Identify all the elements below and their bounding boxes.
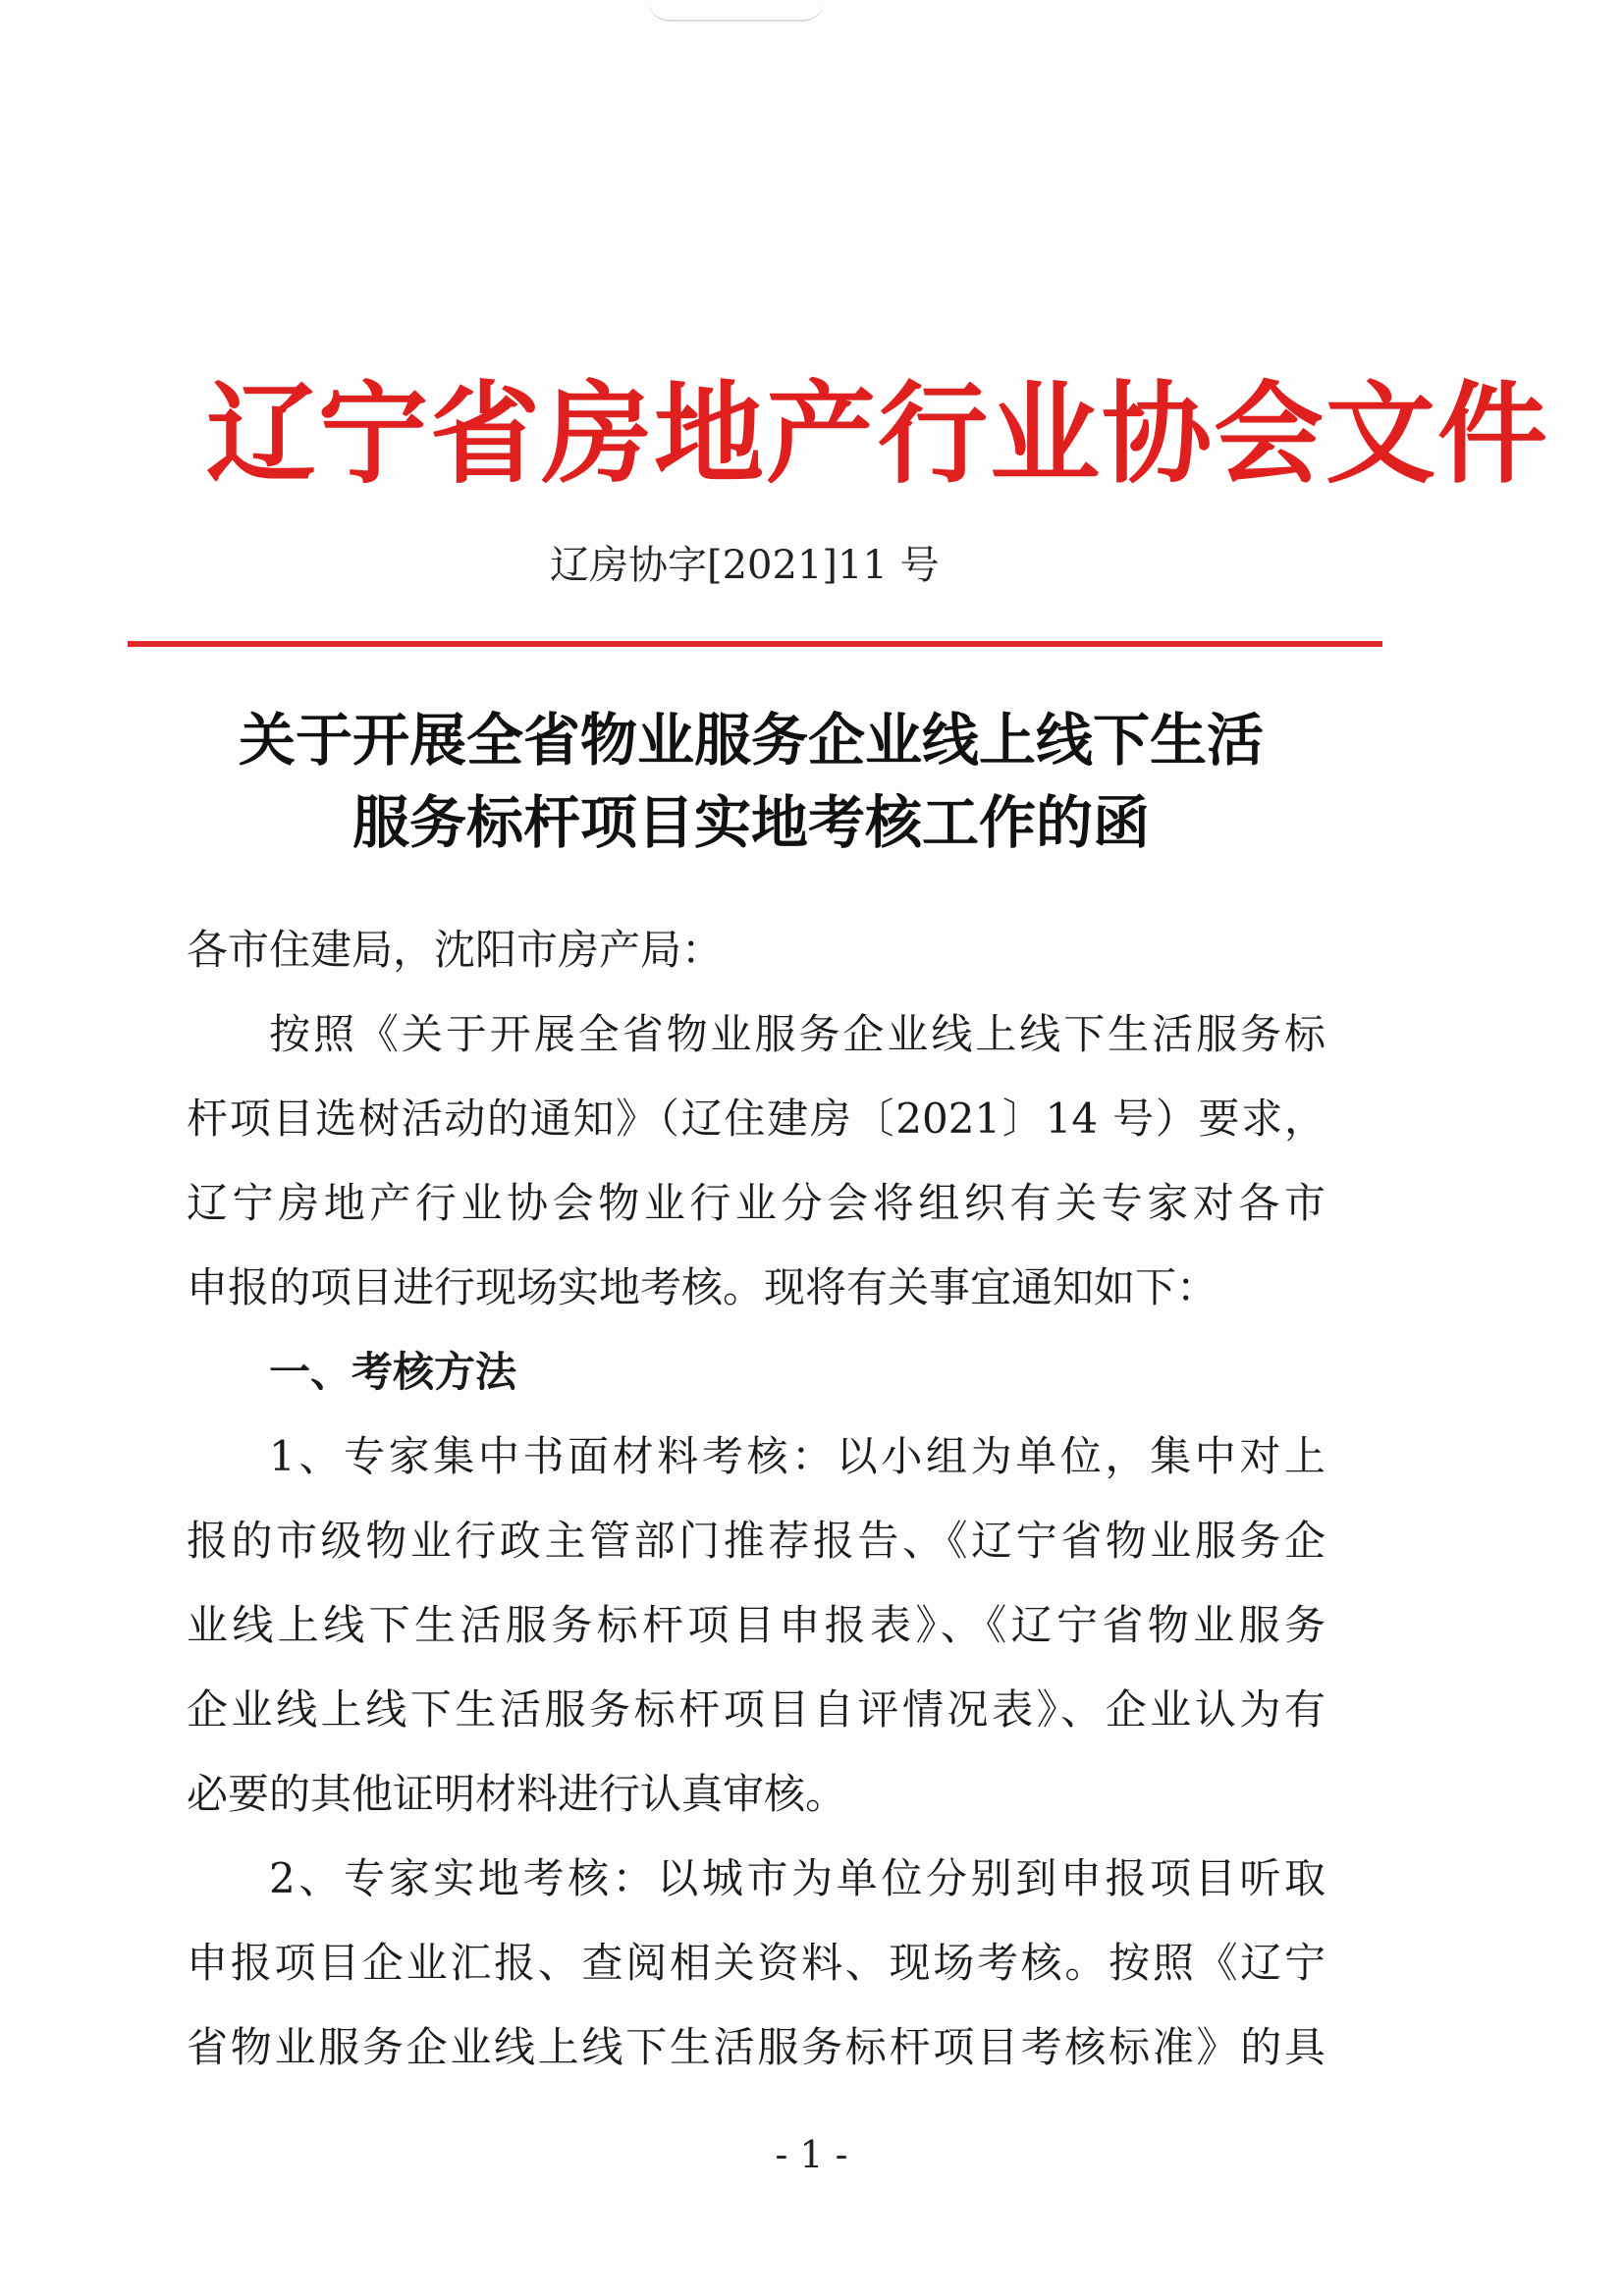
document-body <box>187 908 1325 2090</box>
paragraph-line: 1、专家集中书面材料考核：以小组为单位，集中对上 <box>269 1432 1325 1480</box>
paragraph-line: 申报项目企业汇报、查阅相关资料、现场考核。按照《辽宁 <box>187 1939 1325 1987</box>
paragraph-line: 杆项目选树活动的通知》（辽住建房〔2021〕14 号）要求， <box>187 1095 1325 1143</box>
page-number: - 1 - <box>775 2133 848 2176</box>
paragraph-line: 2、专家实地考核：以城市为单位分别到申报项目听取 <box>269 1854 1325 1902</box>
document-title-line: 服务标杆项目实地考核工作的函 <box>352 789 1150 856</box>
paragraph-line: 按照《关于开展全省物业服务企业线上线下生活服务标 <box>269 1010 1325 1058</box>
section-heading: 一、考核方法 <box>269 1348 517 1396</box>
paragraph-line: 业线上线下生活服务标杆项目申报表》、《辽宁省物业服务 <box>187 1601 1325 1649</box>
paragraph-line: 必要的其他证明材料进行认真审核。 <box>187 1770 847 1818</box>
document-title <box>137 699 1365 864</box>
paragraph-line: 省物业服务企业线上线下生活服务标杆项目考核标准》的具 <box>187 2023 1325 2071</box>
document-title-line: 关于开展全省物业服务企业线上线下生活 <box>238 707 1264 774</box>
red-divider-line <box>128 641 1382 647</box>
issuer-title: 辽宁省房地产行业协会文件 <box>206 370 1549 499</box>
paragraph-line: 申报的项目进行现场实地考核。现将有关事宜通知如下： <box>187 1263 1218 1311</box>
paragraph-line: 报的市级物业行政主管部门推荐报告、《辽宁省物业服务企 <box>187 1517 1325 1565</box>
scan-artifact <box>648 0 825 22</box>
document-number: 辽房协字[2021]11 号 <box>550 543 940 588</box>
paragraph-line: 企业线上线下生活服务标杆项目自评情况表》、企业认为有 <box>187 1685 1325 1734</box>
salutation: 各市住建局，沈阳市房产局： <box>187 926 724 974</box>
paragraph-line: 辽宁房地产行业协会物业行业分会将组织有关专家对各市 <box>187 1179 1325 1227</box>
